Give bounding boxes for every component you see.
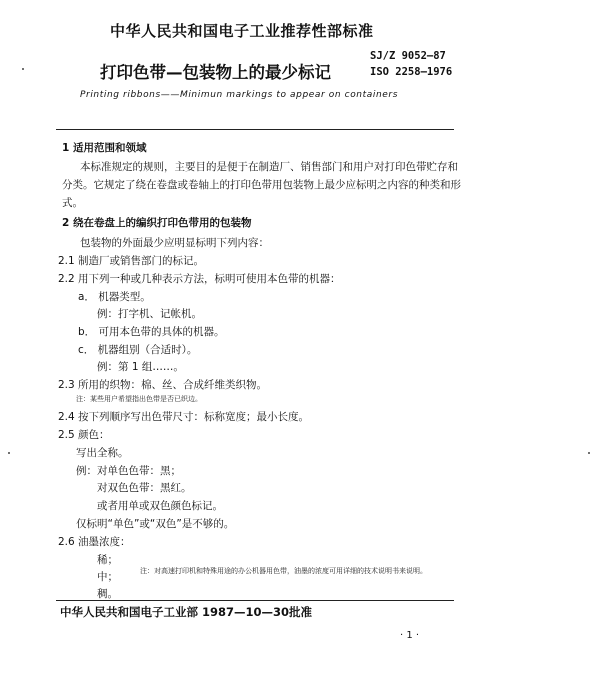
clause-2-6: 2.6 油墨浓度： bbox=[58, 536, 131, 548]
document-title-english: Printing ribbons——Minimun markings to appear on containers bbox=[80, 90, 398, 100]
clause-2-5-warning: 仅标明“单色”或“双色”是不够的。 bbox=[76, 518, 235, 530]
page-number: · 1 · bbox=[400, 630, 420, 641]
clause-2-2-c-example: 例：第 1 组……。 bbox=[97, 361, 184, 373]
clause-2-5-example-1: 例：对单色色带：黑； bbox=[76, 465, 181, 477]
issuer-heading: 中华人民共和国电子工业推荐性部标准 bbox=[110, 22, 374, 40]
clause-2-2: 2.2 用下列一种或几种表示方法，标明可使用本色带的机器： bbox=[58, 273, 341, 285]
clause-2-6-option: 中； bbox=[97, 571, 118, 583]
clause-2-6-option: 稀； bbox=[97, 554, 118, 566]
approval-line: 中华人民共和国电子工业部 1987—10—30批准 bbox=[60, 605, 313, 619]
clause-2-4: 2.4 按下列顺序写出色带尺寸：标称宽度；最小长度。 bbox=[58, 411, 310, 423]
section-1-paragraph-line: 式。 bbox=[62, 197, 83, 209]
clause-2-5-example-2: 对双色色带：黑红。 bbox=[97, 482, 192, 494]
bottom-divider bbox=[56, 600, 454, 601]
section-1-paragraph-line: 分类。它规定了绕在卷盘或卷轴上的打印色带用包装物上最少应标明之内容的种类和形 bbox=[62, 179, 461, 191]
clause-2-2-b: b． 可用本色带的具体的机器。 bbox=[78, 326, 225, 338]
section-2-title: 2 绕在卷盘上的编织打印色带用的包装物 bbox=[62, 217, 252, 229]
clause-2-5: 2.5 颜色： bbox=[58, 429, 110, 441]
clause-2-2-a-example: 例：打字机、记帐机。 bbox=[97, 308, 202, 320]
clause-2-5-full-name: 写出全称。 bbox=[76, 447, 129, 459]
section-1-paragraph-line: 本标准规定的规则，主要目的是便于在制造厂、销售部门和用户对打印色带贮存和 bbox=[80, 161, 458, 173]
clause-2-2-c: c． 机器组别（合适时）。 bbox=[78, 344, 198, 356]
clause-2-1: 2.1 制造厂或销售部门的标记。 bbox=[58, 255, 205, 267]
clause-2-3: 2.3 所用的织物：棉、丝、合成纤维类织物。 bbox=[58, 379, 268, 391]
standard-code-iso: ISO 2258—1976 bbox=[370, 66, 453, 78]
section-2-intro: 包装物的外面最少应明显标明下列内容： bbox=[80, 237, 269, 249]
clause-2-6-note: 注：对高速打印机和特殊用途的办公机器用色带，油墨的浓度可用详细的技术说明书来说明。 bbox=[140, 567, 427, 575]
section-1-title: 1 适用范围和领域 bbox=[62, 142, 147, 154]
clause-2-6-option: 稠。 bbox=[97, 588, 118, 600]
standard-code-sj: SJ/Z 9052—87 bbox=[370, 50, 446, 62]
document-title: 打印色带—包装物上的最少标记 bbox=[100, 63, 331, 82]
clause-2-2-a: a． 机器类型。 bbox=[78, 291, 151, 303]
scan-speck bbox=[8, 452, 10, 454]
scan-speck bbox=[22, 68, 24, 70]
top-divider bbox=[56, 129, 454, 130]
clause-2-5-example-3: 或者用单或双色颜色标记。 bbox=[97, 500, 223, 512]
scan-speck bbox=[588, 452, 590, 454]
clause-2-3-note: 注：某些用户希望指出色带是否已织边。 bbox=[76, 395, 202, 403]
